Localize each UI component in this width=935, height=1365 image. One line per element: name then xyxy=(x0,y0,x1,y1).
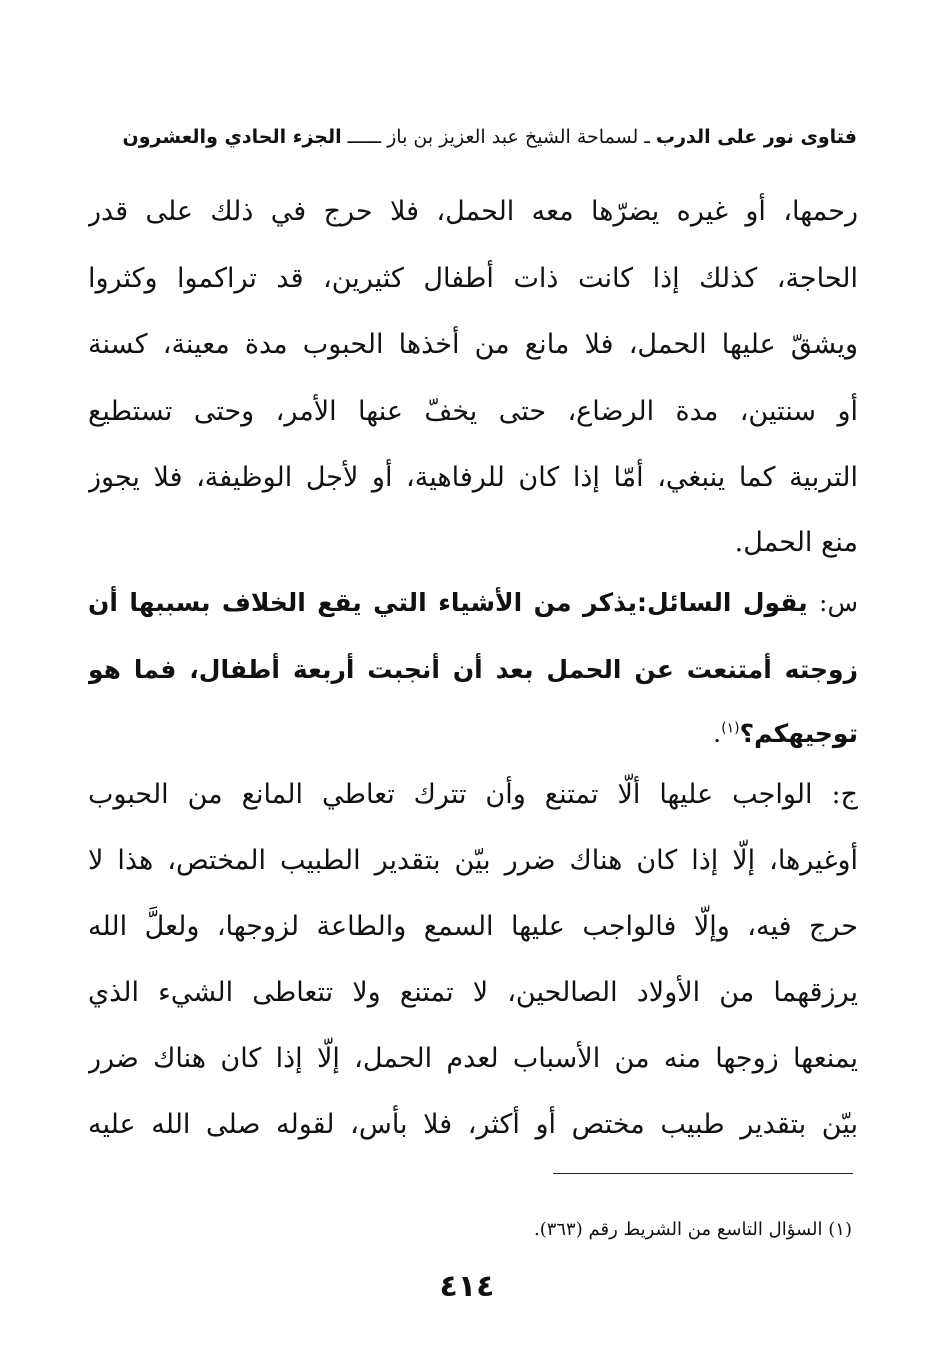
text-line: ويشقّ عليها الحمل، فلا مانع من أخذها الحبوب مدة معينة، كسنة xyxy=(88,329,858,360)
answer-line: يمنعها زوجها منه من الأسباب لعدم الحمل، إلّا إذا كان هناك ضرر xyxy=(88,1043,858,1074)
answer-line: يرزقهما من الأولاد الصالحين، لا تمتنع ولا تتعاطى الشيء الذي xyxy=(88,977,858,1008)
question-text: توجيهكم؟ xyxy=(739,719,858,748)
answer-line: أوغيرها، إلّا إذا كان هناك ضرر بيّن بتقدير الطبيب المختص، هذا لا xyxy=(88,845,858,876)
author-name: لسماحة الشيخ عبد العزيز بن باز xyxy=(387,126,639,148)
text-line: منع الحمل. xyxy=(734,527,858,558)
answer-line: ج: الواجب عليها ألّا تمتنع وأن تترك تعاطي المانع من الحبوب xyxy=(88,779,858,810)
page-number: ٤١٤ xyxy=(439,1269,495,1304)
volume-label: الجزء الحادي والعشرون xyxy=(122,126,342,148)
footnote: (١) السؤال التاسع من الشريط رقم (٣٦٣). xyxy=(533,1219,852,1240)
question-line: زوجته أمتنعت عن الحمل بعد أن أنجبت أربعة أطفال، فما هو xyxy=(88,655,858,684)
book-title: فتاوى نور على الدرب xyxy=(656,126,857,148)
text-line: التربية كما ينبغي، أمّا إذا كان للرفاهية، أو لأجل الوظيفة، فلا يجوز xyxy=(88,462,858,493)
question-line xyxy=(88,704,858,764)
footnote-divider xyxy=(553,1173,853,1174)
header-dash: ـ xyxy=(644,126,650,148)
text-line: أو سنتين، مدة الرضاع، حتى يخفّ عنها الأمر، وحتى تستطيع xyxy=(88,396,858,427)
question-text: يقول السائل:يذكر من الأشياء التي يقع الخلاف بسببها أن xyxy=(88,588,808,617)
question-line xyxy=(88,573,858,633)
question-end: . xyxy=(713,719,722,748)
question-prefix: س: xyxy=(819,588,858,617)
answer-line: بيّن بتقدير طبيب مختص أو أكثر، فلا بأس، لقوله صلى الله عليه xyxy=(88,1109,858,1140)
text-line: الحاجة، كذلك إذا كانت ذات أطفال كثيرين، قد تراكموا وكثروا xyxy=(88,263,858,294)
answer-line: حرج فيه، وإلّا فالواجب عليها السمع والطاعة لزوجها، ولعلَّ الله xyxy=(88,911,858,942)
footnote-marker: (١) xyxy=(721,720,740,737)
running-header xyxy=(92,126,857,166)
header-separator: ــــــ xyxy=(347,126,382,148)
text-line: رحمها، أو غيره يضرّها معه الحمل، فلا حرج في ذلك على قدر xyxy=(88,196,858,227)
